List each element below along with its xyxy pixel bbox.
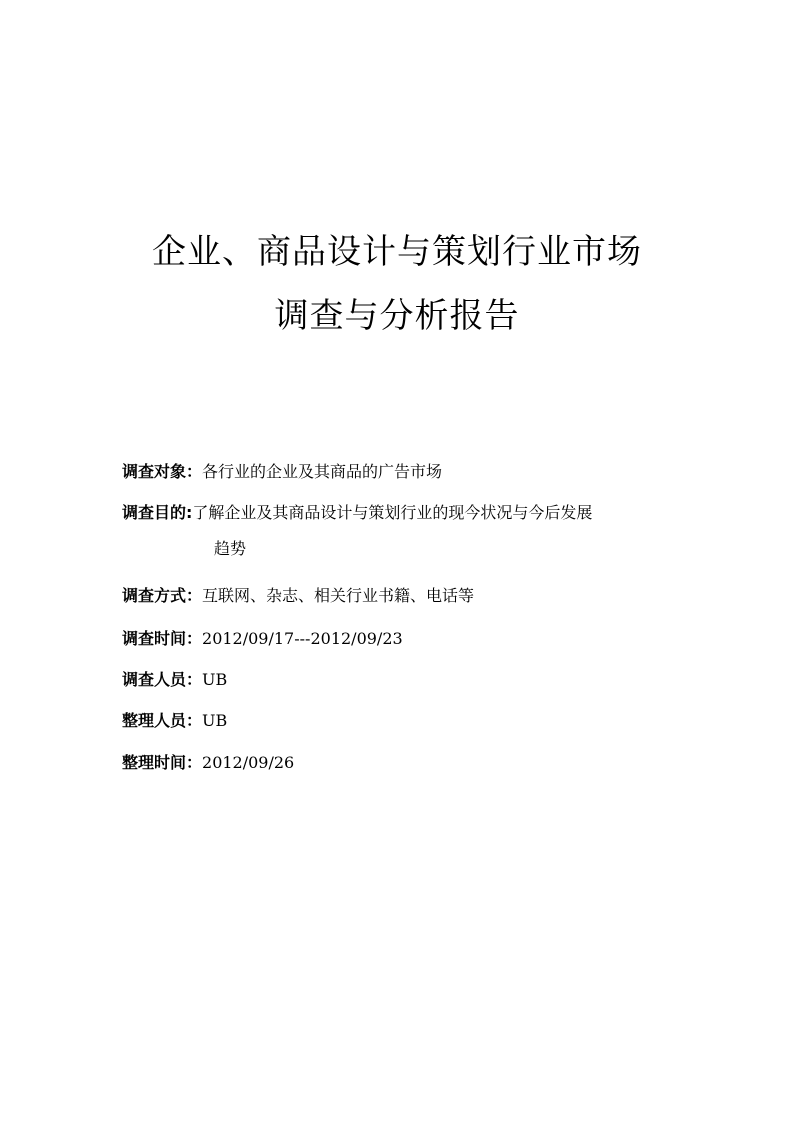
- survey-time-value: 2012/09/17---2012/09/23: [202, 629, 403, 648]
- editor-label: 整理人员：: [122, 711, 203, 730]
- survey-staff-label: 调查人员：: [122, 670, 203, 689]
- survey-purpose-value-line-2: 趋势: [214, 539, 247, 558]
- editor-value: UB: [202, 711, 228, 730]
- info-row-edit-time: [122, 752, 702, 774]
- survey-purpose-label: 调查目的:: [122, 503, 193, 522]
- survey-target-value: 各行业的企业及其商品的广告市场: [202, 462, 443, 481]
- survey-staff-value: UB: [202, 670, 228, 689]
- info-row-survey-time: [122, 628, 702, 650]
- info-row-survey-staff: [122, 669, 702, 691]
- edit-time-label: 整理时间：: [122, 753, 203, 772]
- survey-time-label: 调查时间：: [122, 629, 203, 648]
- info-row-survey-method: [122, 585, 702, 607]
- survey-purpose-value-line-1: 了解企业及其商品设计与策划行业的现今状况与今后发展: [192, 503, 593, 522]
- report-title-line-1: 企业、商品设计与策划行业市场: [152, 232, 642, 272]
- info-row-survey-target: [122, 461, 702, 483]
- edit-time-value: 2012/09/26: [202, 753, 295, 772]
- info-row-survey-purpose: [122, 502, 702, 560]
- survey-method-value: 互联网、杂志、相关行业书籍、电话等: [202, 586, 475, 605]
- info-row-editor: [122, 710, 702, 732]
- survey-method-label: 调查方式：: [122, 586, 203, 605]
- survey-target-label: 调查对象：: [122, 462, 203, 481]
- report-title-line-2: 调查与分析报告: [274, 296, 520, 336]
